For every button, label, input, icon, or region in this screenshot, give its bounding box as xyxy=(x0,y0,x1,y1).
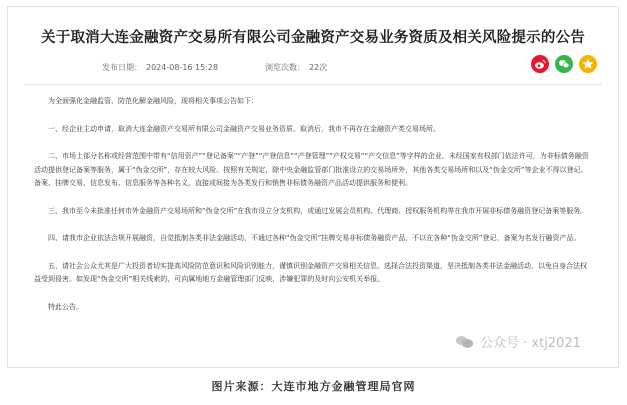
article-frame xyxy=(7,6,619,368)
watermark-text: 公众号 · xtj2021 xyxy=(480,336,581,351)
views-count: 22次 xyxy=(309,63,328,72)
qzone-icon[interactable] xyxy=(579,55,597,73)
image-caption: 图片来源：大连市地方金融管理局官网 xyxy=(211,380,416,393)
paragraph: 三、我市至今未批准任何市外金融资产交易场所和“伪金交所”在我市设立分支机构，或通过发展会员机构、代理商、授权服务机构等在我市开展非标债务融资登记备案等服务。 xyxy=(48,206,588,215)
wechat-icon[interactable] xyxy=(555,55,573,73)
watermark xyxy=(456,332,581,351)
weibo-icon[interactable] xyxy=(531,55,549,73)
wechat-watermark-icon xyxy=(456,335,474,349)
paragraph: 特此公告。 xyxy=(48,302,83,311)
publish-date-label: 发布日期： xyxy=(102,63,142,72)
article-body xyxy=(34,95,590,328)
paragraph: 四、请我市企业依法合规开展融资，自觉抵制各类非法金融活动，不通过各种“伪金交所”挂牌交易非标债务融资产品，不以在各种“伪金交所”登记、备案为名发行融资产品。 xyxy=(48,234,581,242)
paragraph: 二、市场上部分名称或经营范围中带有“信用资产”“登记备案”“产登”“产登信息”“产登管理”“产权交易”“产交信息”等字样的企业，未经国家有权部门依法许可，为非标债务融资活动提供登记备案等服务，属于“伪金交所”，存在较大风险。按照有关规定，除中央金融监管部门批准设立的交易场所外，其他各类交易场所和以及“伪金交所”等企业不得以登记、备案、挂牌交易、信息发布、信息服务等各种名义，直接或间接为各类发行和销售非标债务融资产品活动提供服务和便利。 xyxy=(34,152,589,187)
paragraph: 为全面强化金融监管，防范化解金融风险，现将相关事项公告如下： xyxy=(48,97,258,105)
publish-date: 2024-08-16 15:28 xyxy=(146,63,219,72)
article-title: 关于取消大连金融资产交易所有限公司金融资产交易业务资质及相关风险提示的公告 xyxy=(41,30,585,46)
view-count xyxy=(265,62,331,73)
views-label: 浏览次数： xyxy=(265,63,305,72)
article-meta xyxy=(102,62,328,73)
header-divider xyxy=(24,84,602,85)
paragraph: 五、请社会公众尤其是广大投资者切实提高风险防范意识和风险识别能力，谨慎识别金融资产交易相关信息，选择合法投资渠道，坚决抵制各类非法金融活动，以免自身合法权益受到侵害。如发现“伪金交所”相关线索的，可向属地地方金融管理部门反映，涉嫌犯罪的及时向公安机关举报。 xyxy=(34,261,587,283)
paragraph: 一、经企业主动申请，取消大连金融资产交易所有限公司金融资产交易业务资质。取消后，我市不再存在金融资产类交易场所。 xyxy=(48,124,440,133)
